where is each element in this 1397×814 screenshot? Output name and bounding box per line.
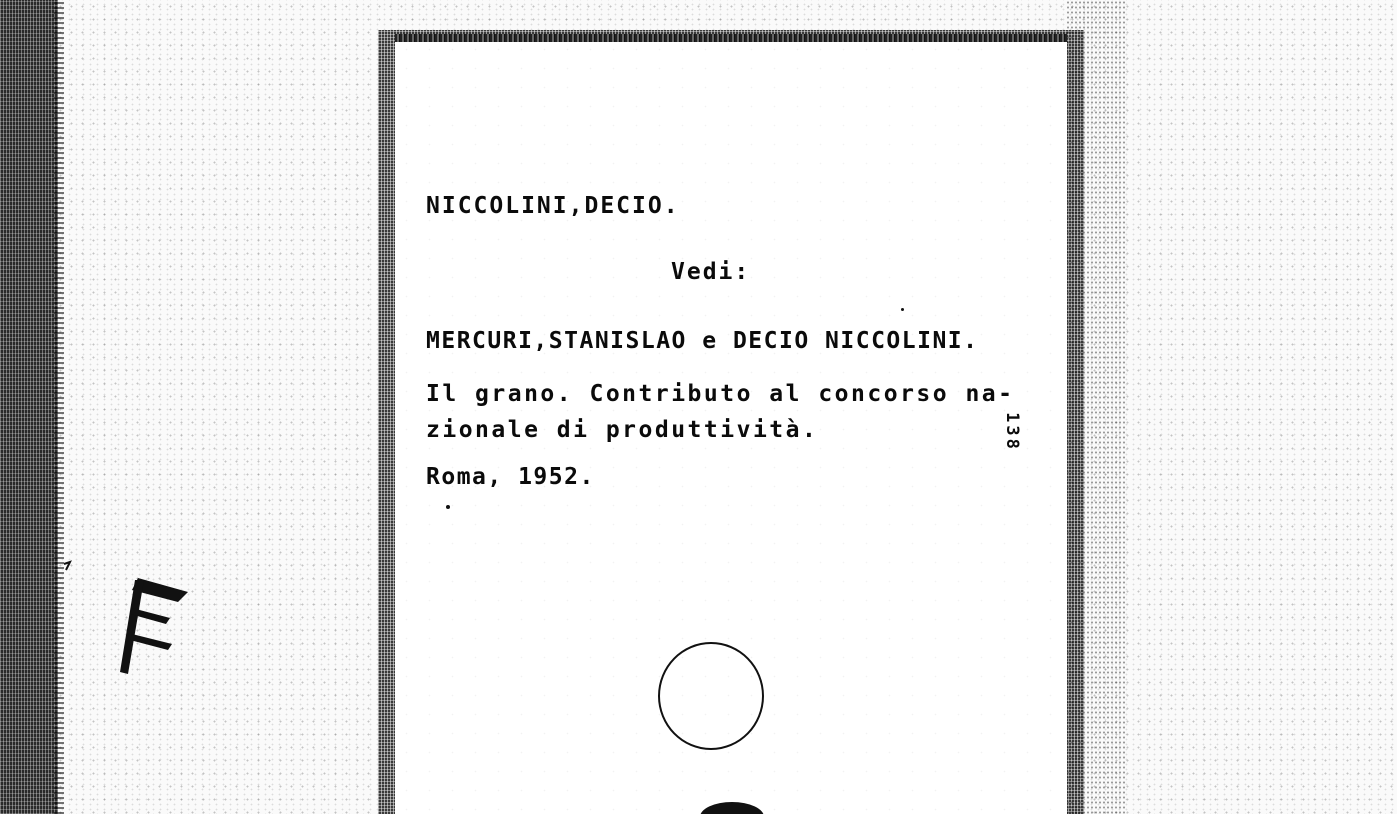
card-top-edge	[395, 34, 1067, 42]
shelf-number: 138	[1002, 412, 1022, 452]
see-reference-label: Vedi:	[671, 259, 751, 285]
card-right-edge-noise	[1066, 0, 1126, 814]
film-edge-strip	[0, 0, 58, 814]
imprint-line: Roma, 1952.	[426, 464, 595, 490]
card-heading: NICCOLINI,DECIO.	[426, 193, 680, 219]
ink-speck	[446, 505, 450, 509]
title-line-2: zionale di produttività.	[426, 417, 819, 443]
title-line-1: Il grano. Contributo al concorso na-	[426, 381, 1015, 407]
ink-speck	[901, 308, 904, 311]
punch-hole-outline	[658, 642, 764, 750]
author-line: MERCURI,STANISLAO e DECIO NICCOLINI.	[426, 328, 979, 354]
handwritten-f-mark	[60, 550, 200, 690]
